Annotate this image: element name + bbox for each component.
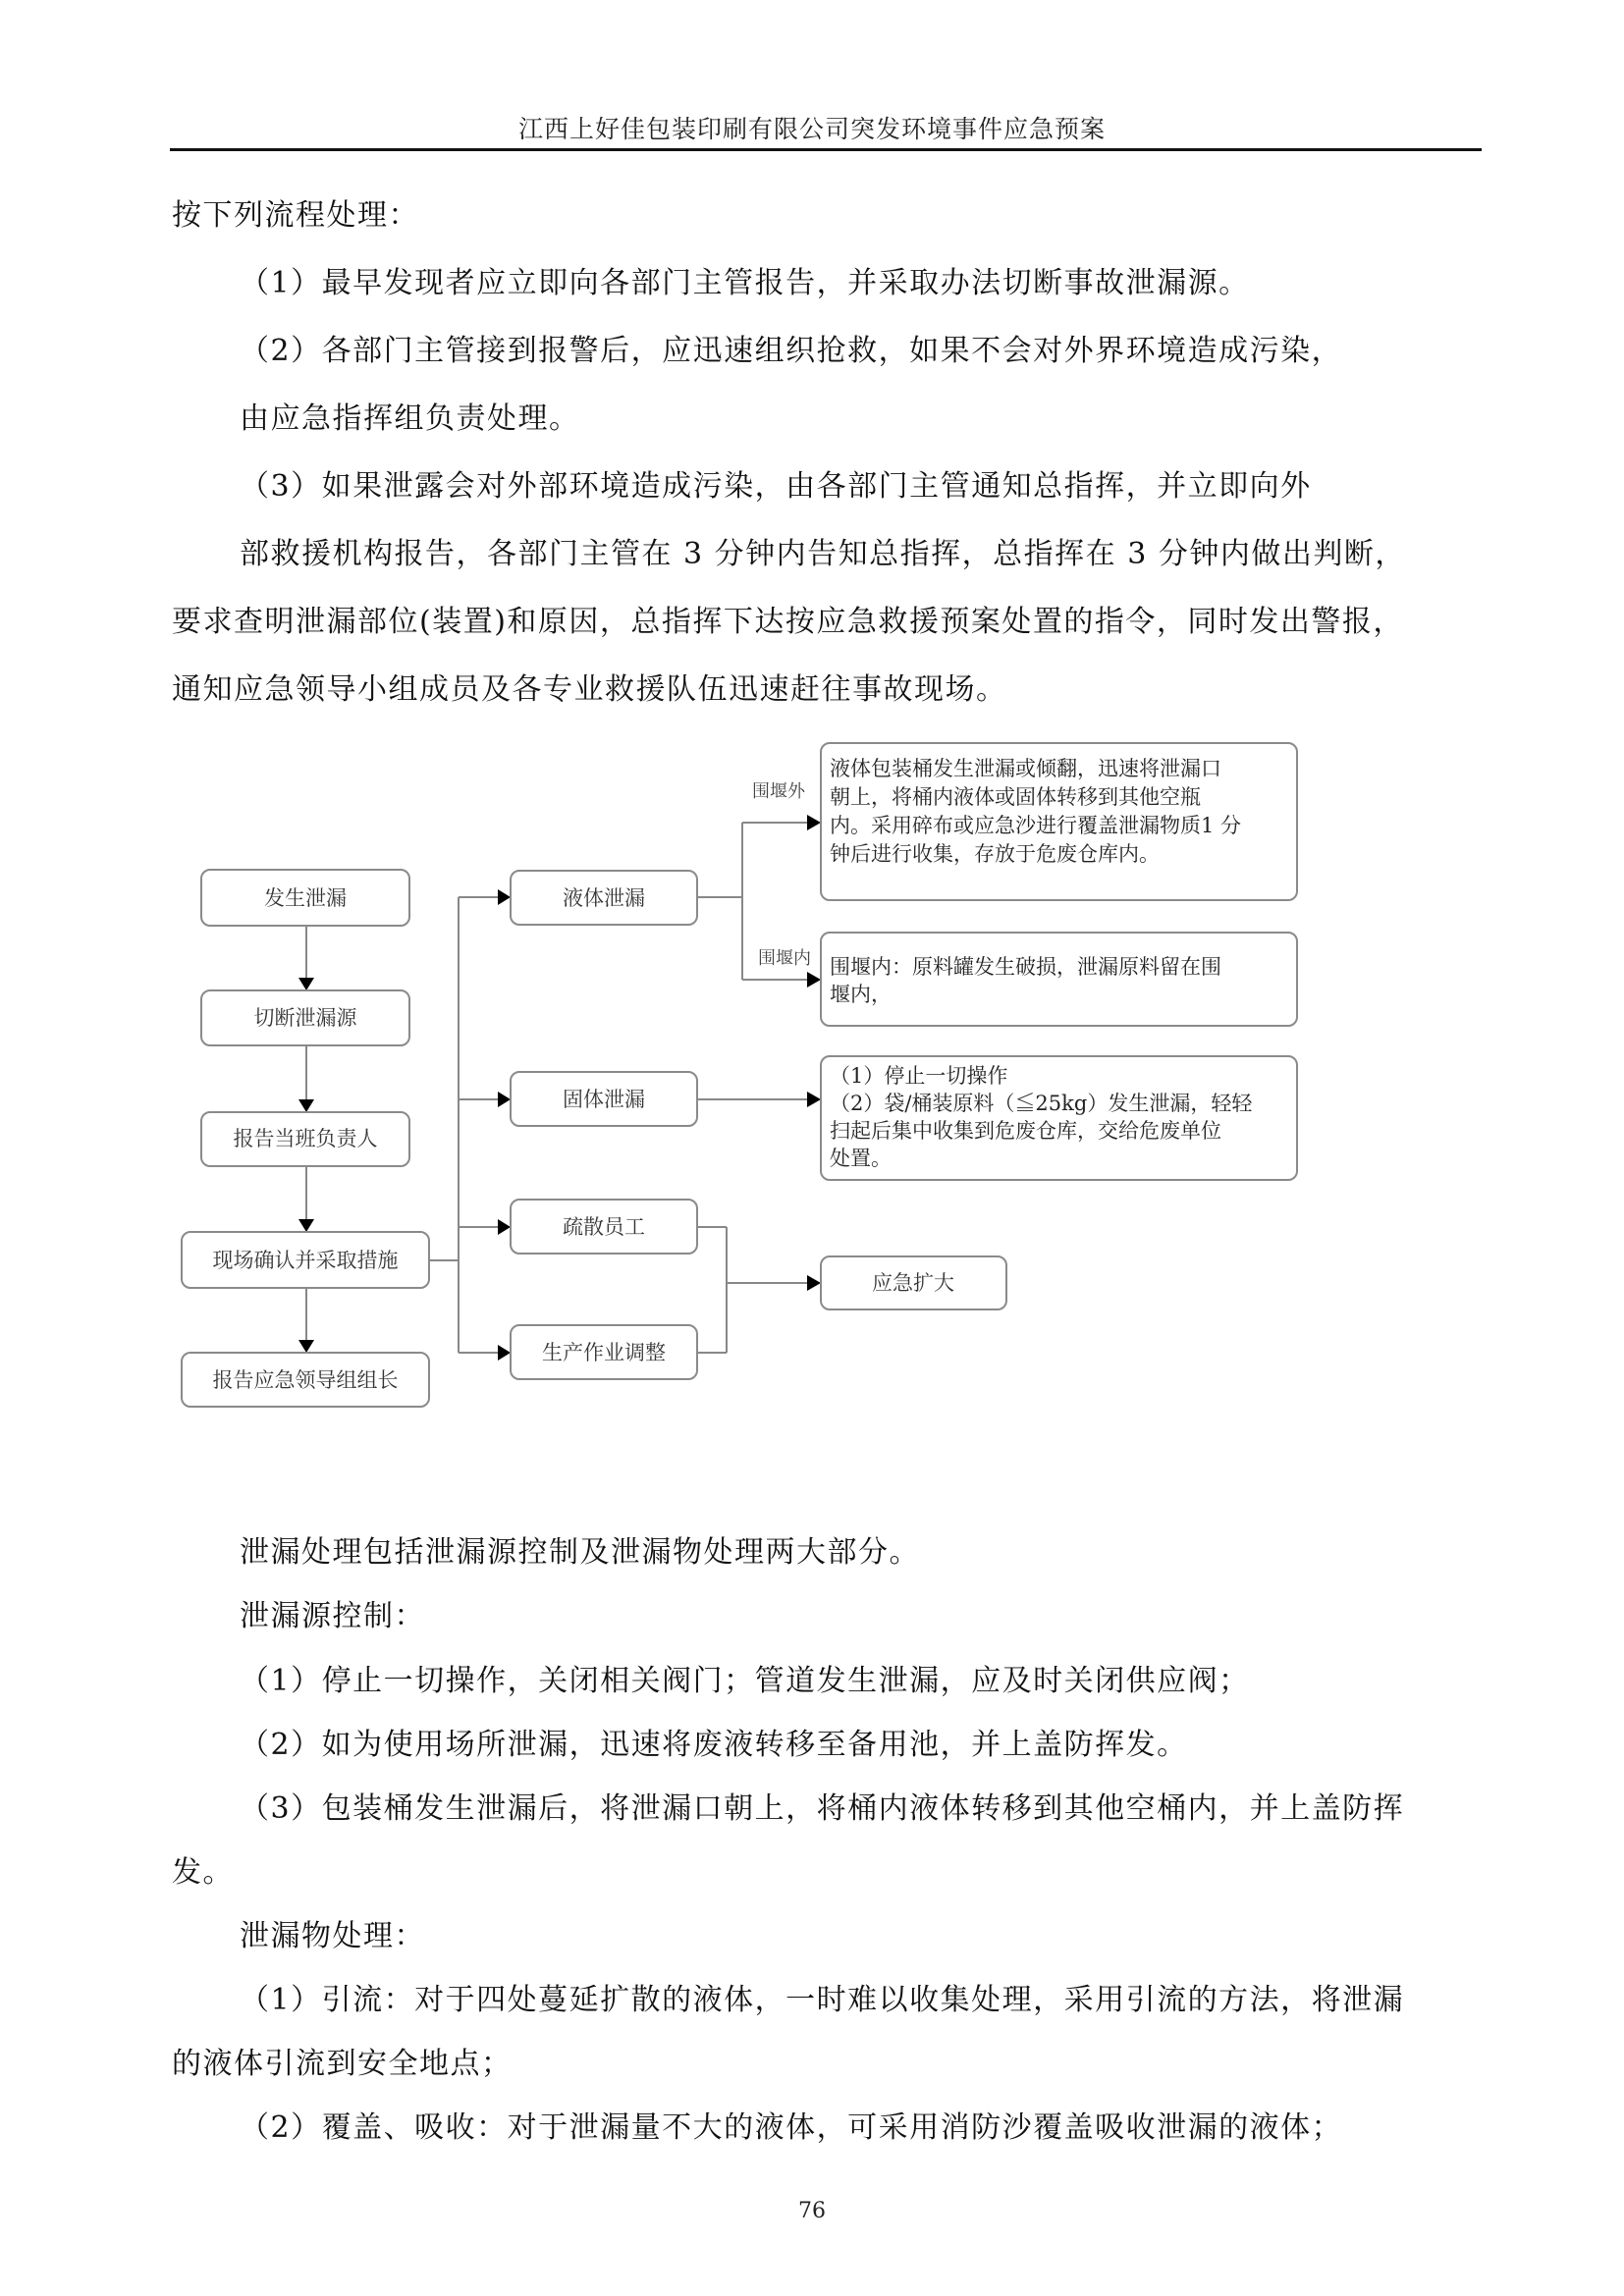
intro-step: 通知应急领导小组成员及各专业救援队伍迅速赶往事故现场。 (172, 672, 1007, 707)
flow-detail-outside-bund (821, 743, 1297, 900)
arrow-right-icon (498, 1345, 511, 1361)
flow-node-report-shift-lead (201, 1112, 409, 1166)
material-item: （1）引流：对于四处蔓延扩散的液体，一时难以收集处理，采用引流的方法，将泄漏 (240, 1983, 1405, 2017)
source-control-item: 发。 (172, 1855, 234, 1890)
arrow-right-icon (807, 1092, 821, 1107)
node-label: 现场确认并采取措施 (212, 1249, 399, 1272)
flow-node-escalate (821, 1256, 1006, 1309)
intro-step: （1）最早发现者应立即向各部门主管报告，并采取办法切断事故泄漏源。 (240, 266, 1250, 300)
section-title-material: 泄漏物处理： (240, 1919, 425, 1953)
flow-node-solid-leak (511, 1072, 697, 1126)
detail-line: 内。采用碎布或应急沙进行覆盖泄漏物质1 分 (830, 814, 1242, 837)
node-label: 报告当班负责人 (233, 1127, 378, 1150)
source-control-item: （3）包装桶发生泄漏后，将泄漏口朝上，将桶内液体转移到其他空桶内，并上盖防挥 (240, 1791, 1405, 1826)
flow-node-adjust-production (511, 1325, 697, 1379)
intro-step: 要求查明泄漏部位(装置)和原因，总指挥下达按应急救援预案处置的指令，同时发出警报， (172, 605, 1404, 639)
arrow-down-icon (298, 1340, 314, 1353)
node-label: 生产作业调整 (542, 1341, 666, 1364)
detail-line: （2）袋/桶装原料（≦25kg）发生泄漏，轻轻 (830, 1092, 1253, 1115)
detail-line: 钟后进行收集，存放于危废仓库内。 (830, 842, 1160, 866)
document-header-title: 江西上好佳包装印刷有限公司突发环境事件应急预案 (517, 115, 1106, 143)
detail-line: 液体包装桶发生泄漏或倾翻，迅速将泄漏口 (830, 757, 1221, 780)
detail-line: 朝上，将桶内液体或固体转移到其他空瓶 (830, 785, 1201, 809)
arrow-right-icon (498, 889, 511, 905)
arrow-right-icon (807, 972, 821, 988)
node-label: 疏散员工 (563, 1215, 645, 1239)
branch-label-inside: 围堰内 (758, 948, 811, 969)
intro-step: （2）各部门主管接到报警后，应迅速组织抢救，如果不会对外界环境造成污染， (240, 334, 1343, 368)
node-label: 报告应急领导组组长 (212, 1368, 399, 1392)
body-summary: 泄漏处理包括泄漏源控制及泄漏物处理两大部分。 (240, 1535, 920, 1570)
intro-step: 由应急指挥组负责处理。 (240, 401, 580, 436)
intro-step: 部救援机构报告，各部门主管在 3 分钟内告知总指挥，总指挥在 3 分钟内做出判断， (240, 537, 1406, 571)
flow-node-cut-source (201, 990, 409, 1045)
flow-node-evacuate-staff (511, 1200, 697, 1254)
source-control-item: （2）如为使用场所泄漏，迅速将废液转移至备用池，并上盖防挥发。 (240, 1728, 1188, 1762)
source-control-item: （1）停止一切操作，关闭相关阀门；管道发生泄漏，应及时关闭供应阀； (240, 1664, 1250, 1698)
node-label: 切断泄漏源 (253, 1006, 357, 1030)
flow-node-liquid-leak (511, 871, 697, 925)
detail-line: 围堰内：原料罐发生破损，泄漏原料留在围 (830, 955, 1221, 979)
arrow-right-icon (807, 1275, 821, 1291)
detail-line: 处置。 (830, 1147, 892, 1170)
branch-label-outside: 围堰外 (752, 781, 805, 802)
intro-step: （3）如果泄露会对外部环境造成污染，由各部门主管通知总指挥，并立即向外 (240, 469, 1312, 504)
flow-node-report-leader (182, 1353, 429, 1407)
detail-line: 扫起后集中收集到危废仓库，交给危废单位 (830, 1119, 1221, 1143)
flow-detail-inside-bund (821, 933, 1297, 1026)
node-label: 应急扩大 (872, 1271, 954, 1295)
node-label: 固体泄漏 (563, 1088, 645, 1111)
arrow-right-icon (807, 815, 821, 830)
flow-node-confirm-onsite (182, 1232, 429, 1288)
arrow-down-icon (298, 1099, 314, 1112)
arrow-down-icon (298, 978, 314, 990)
intro-lead: 按下列流程处理： (172, 198, 419, 233)
detail-line: （1）停止一切操作 (830, 1064, 1008, 1088)
section-title-source-control: 泄漏源控制： (240, 1599, 425, 1633)
arrow-right-icon (498, 1219, 511, 1235)
material-item: （2）覆盖、吸收：对于泄漏量不大的液体，可采用消防沙覆盖吸收泄漏的液体； (240, 2110, 1343, 2145)
flow-detail-solid (821, 1056, 1297, 1180)
page-number: 76 (798, 2199, 826, 2223)
detail-line: 堰内， (830, 983, 892, 1006)
node-label: 发生泄漏 (264, 886, 347, 910)
node-label: 液体泄漏 (563, 886, 645, 910)
arrow-down-icon (298, 1219, 314, 1232)
material-item: 的液体引流到安全地点； (172, 2047, 513, 2081)
flow-node-occur-leak (201, 870, 409, 926)
arrow-right-icon (498, 1092, 511, 1107)
